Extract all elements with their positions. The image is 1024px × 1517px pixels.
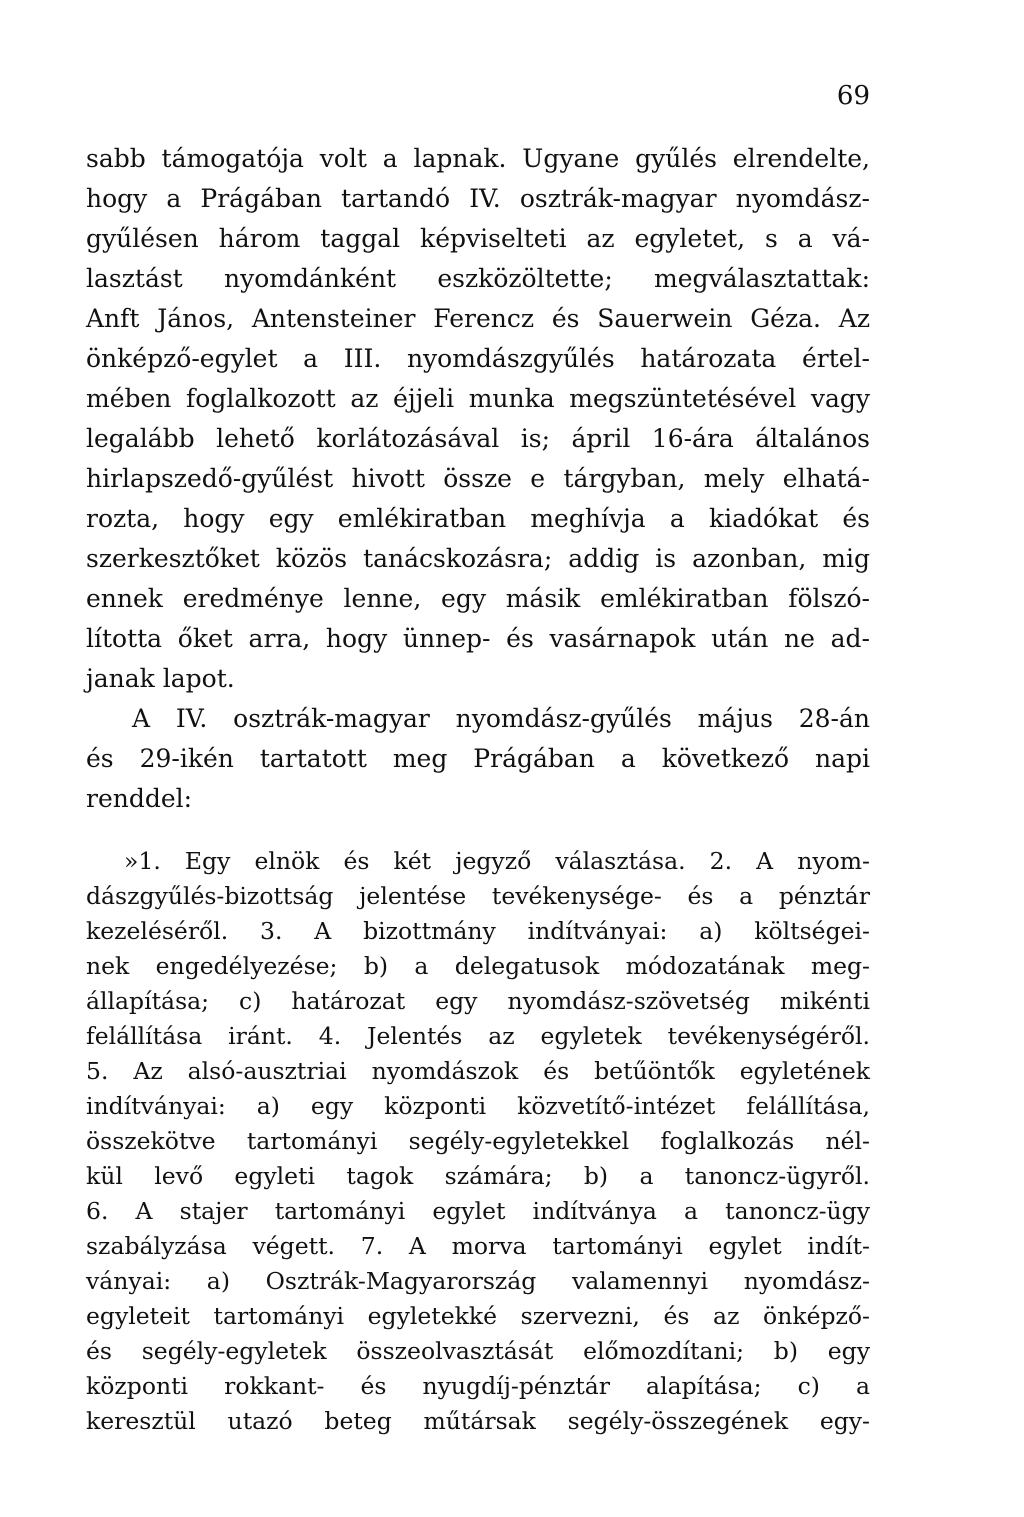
text-line: felállítása iránt. 4. Jelentés az egyletek tevékenységéről. [86,1022,870,1050]
text-line: mében foglalkozott az éjjeli munka megszüntetésével vagy [86,384,870,413]
text-line: sabb támogatója volt a lapnak. Ugyane gyűlés elrendelte, [86,144,870,173]
text-line: dászgyűlés-bizottság jelentése tevékenysége- és a pénztár [86,882,870,910]
text-line: »1. Egy elnök és két jegyző választása. 2. A nyom- [124,847,870,875]
text-line: kezeléséről. 3. A bizottmány indítványai: a) költségei- [86,917,870,945]
text-line: 6. A stajer tartományi egylet indítványa a tanoncz-ügy [86,1197,870,1225]
text-line: indítványai: a) egy központi közvetítő-intézet felállítása, [86,1092,870,1120]
text-line: központi rokkant- és nyugdíj-pénztár alapítása; c) a [86,1372,870,1400]
text-line: ennek eredménye lenne, egy másik emlékiratban fölszó- [86,584,870,613]
text-line: lasztást nyomdánként eszközöltette; megválasztattak: [86,264,870,293]
text-line: renddel: [86,784,193,813]
text-line: hogy a Prágában tartandó IV. osztrák-magyar nyomdász- [86,184,870,213]
text-line: állapítása; c) határozat egy nyomdász-szövetség mikénti [86,987,870,1015]
text-line: keresztül utazó beteg műtársak segély-összegének egy- [86,1407,870,1435]
page-number: 69 [836,81,870,111]
text-line: önképző-egylet a III. nyomdászgyűlés határozata értel- [86,344,870,373]
text-line: és segély-egyletek összeolvasztását előmozdítani; b) egy [86,1337,870,1365]
text-line: legalább lehető korlátozásával is; ápril 16-ára általános [86,424,870,453]
text-line: egyleteit tartományi egyletekké szervezni, és az önképző- [86,1302,870,1330]
text-line: 5. Az alsó-ausztriai nyomdászok és betűöntők egyletének [86,1057,870,1085]
text-line: kül levő egyleti tagok számára; b) a tanoncz-ügyről. [86,1162,870,1190]
text-line: Anft János, Antensteiner Ferencz és Sauerwein Géza. Az [86,304,870,333]
text-line: gyűlésen három taggal képviselteti az egyletet, s a vá- [86,224,870,253]
text-line: ványai: a) Osztrák-Magyarország valamennyi nyomdász- [86,1267,870,1295]
text-line: janak lapot. [86,664,235,693]
text-line: nek engedélyezése; b) a delegatusok módozatának meg- [86,952,870,980]
text-line: rozta, hogy egy emlékiratban meghívja a kiadókat és [86,504,870,533]
text-line: hirlapszedő-gyűlést hivott össze e tárgyban, mely elhatá- [86,464,870,493]
text-line: szerkesztőket közös tanácskozásra; addig is azonban, mig [86,544,870,573]
text-line: lította őket arra, hogy ünnep- és vasárnapok után ne ad- [86,624,870,653]
text-line: szabályzása végett. 7. A morva tartományi egylet indít- [86,1232,870,1260]
text-line: összekötve tartományi segély-egyletekkel foglalkozás nél- [86,1127,870,1155]
text-line: és 29-ikén tartatott meg Prágában a következő napi [86,744,870,773]
text-line: A IV. osztrák-magyar nyomdász-gyűlés május 28-án [132,704,870,733]
